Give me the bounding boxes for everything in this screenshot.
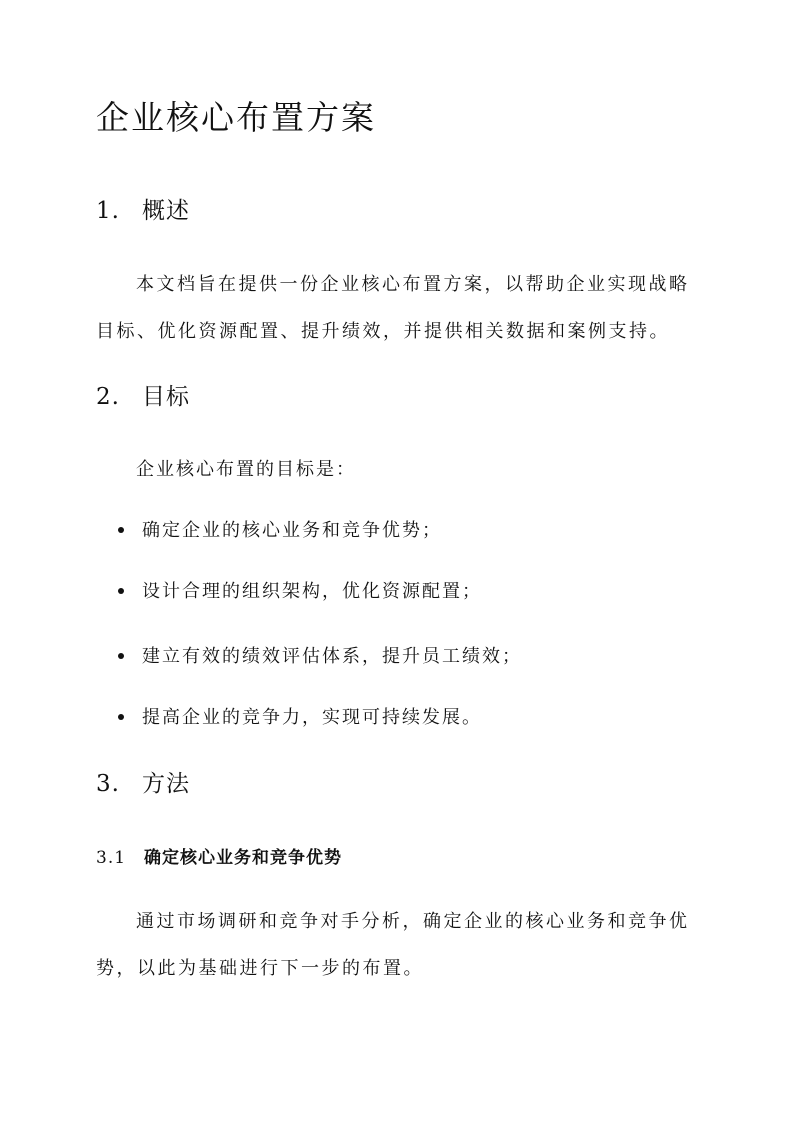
- section-2-lead: 企业核心布置的目标是：: [136, 459, 356, 480]
- section-title: 方法: [142, 771, 190, 797]
- section-number: 2.: [96, 384, 120, 410]
- section-number: 1.: [96, 198, 120, 224]
- bullet-item: [118, 578, 482, 606]
- bullet-dot-icon: [118, 653, 124, 659]
- subsection-3-1-heading: [96, 846, 342, 870]
- document-title: 企业核心布置方案: [96, 98, 376, 137]
- section-number: 3.: [96, 771, 120, 797]
- section-title: 概述: [142, 198, 190, 224]
- bullet-text: 提高企业的竞争力，实现可持续发展。: [142, 707, 482, 728]
- section-3-heading: [96, 769, 190, 799]
- section-1-paragraph: 本文档旨在提供一份企业核心布置方案，以帮助企业实现战略目标、优化资源配置、提升绩效，并提供相关数据和案例支持。: [96, 274, 690, 342]
- bullet-item: [118, 704, 482, 732]
- bullet-item: [118, 517, 442, 545]
- section-2-heading: [96, 382, 190, 412]
- bullet-text: 建立有效的绩效评估体系，提升员工绩效；: [142, 646, 522, 667]
- bullet-dot-icon: [118, 527, 124, 533]
- bullet-item: [118, 643, 522, 671]
- subsection-3-1-paragraph: 通过市场调研和竞争对手分析，确定企业的核心业务和竞争优势，以此为基础进行下一步的布置。: [96, 911, 690, 979]
- section-1-heading: [96, 196, 190, 226]
- subsection-number: 3.1: [96, 848, 127, 868]
- bullet-dot-icon: [118, 714, 124, 720]
- section-title: 目标: [142, 384, 190, 410]
- subsection-title: 确定核心业务和竞争优势: [144, 848, 342, 868]
- bullet-dot-icon: [118, 588, 124, 594]
- bullet-text: 设计合理的组织架构，优化资源配置；: [142, 581, 482, 602]
- bullet-text: 确定企业的核心业务和竞争优势；: [142, 520, 442, 541]
